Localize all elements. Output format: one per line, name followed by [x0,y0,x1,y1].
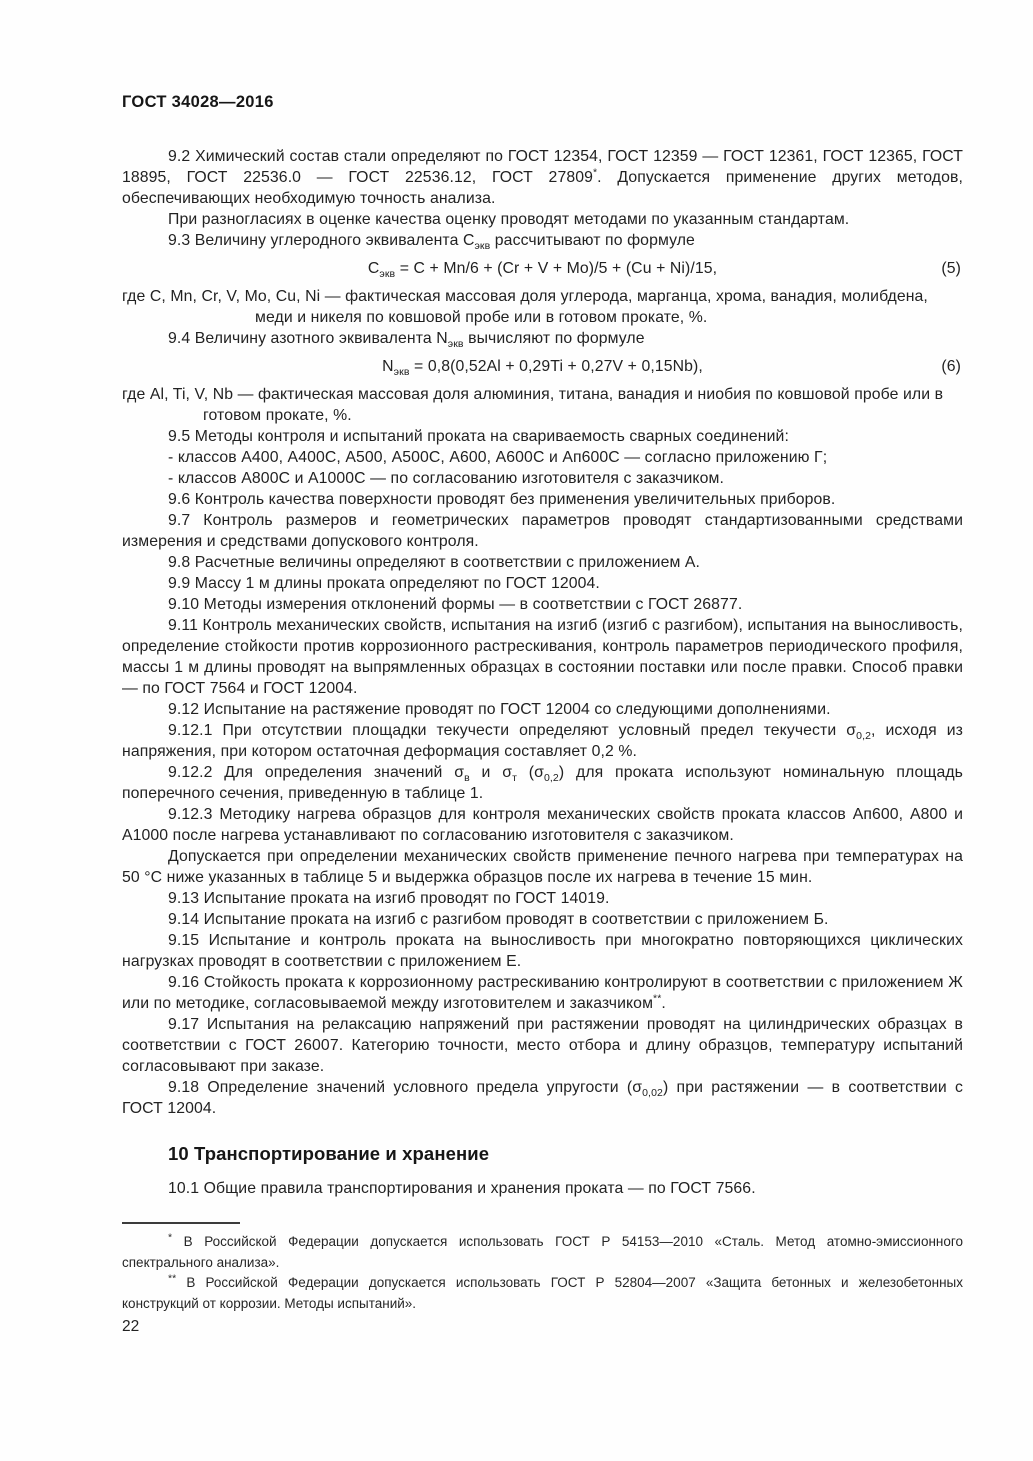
paragraph-9-2-text-cont: . Допускается применение других методов, обеспечивающих необходимую точность анализа. [122,169,963,207]
paragraph-9-12-2 [122,762,963,804]
paragraph-9-4 [122,328,963,349]
paragraph-9-2-text: 9.2 Химический состав стали определяют по ГОСТ 12354, ГОСТ 12359 — ГОСТ 12361, ГОСТ 12365, ГОСТ 18895, ГОСТ 22536.0 — ГОСТ 22536.12, ГОСТ 27809 [122,148,963,186]
paragraph-9-3-text: 9.3 Величину углеродного эквивалента С [168,232,475,249]
document-body [122,146,963,1199]
subscript-sigma-02: 0,2 [543,772,559,785]
footnote-divider [122,1222,240,1224]
paragraph-9-3 [122,230,963,251]
paragraph-9-16-text: 9.16 Стойкость проката к коррозионному растрескиванию контролируют в соответствии с приложением Ж или по методике, согласовываемой между изготовителем и заказчиком [122,974,963,1012]
paragraph-9-4-text: 9.4 Величину азотного эквивалента N [168,330,448,347]
subscript-ekv: экв [474,240,491,253]
paragraph-9-16-text-cont: . [661,995,666,1012]
paragraph-9-14: 9.14 Испытание проката на изгиб с разгибом проводят в соответствии с приложением Б. [168,911,829,928]
formula-5-number: (5) [941,260,961,277]
footnote-2-text: В Российской Федерации допускается использовать ГОСТ Р 52804—2007 «Защита бетонных и железобетонных конструкций от коррозии. Методы испытаний». [122,1275,963,1311]
paragraph-10-1: 10.1 Общие правила транспортирования и хранения проката — по ГОСТ 7566. [168,1180,756,1197]
footnote-1-text: В Российской Федерации допускается использовать ГОСТ Р 54153—2010 «Сталь. Метод атомно-эмиссионного спектрального анализа». [122,1234,963,1270]
paragraph-9-12-1 [122,720,963,762]
subscript-ekv: экв [447,338,464,351]
formula-6-variable: N [382,358,394,375]
footnote-2 [122,1273,963,1314]
paragraph-disagreement: При разногласиях в оценке качества оценку проводят методами по указанным стандартам. [168,211,850,228]
paragraph-where-nitrogen: где Al, Ti, V, Nb — фактическая массовая доля алюминия, титана, ванадия и ниобия по ковшовой пробе или в готовом прокате, %. [122,386,944,424]
paragraph-furnace-heating: Допускается при определении механических свойств применение печного нагрева при температурах на 50 °С ниже указанных в таблице 5 и выдержка образцов после их нагрева в течение 15 мин. [122,848,963,886]
paragraph-9-9: 9.9 Массу 1 м длины проката определяют по ГОСТ 12004. [168,575,600,592]
paragraph-9-10: 9.10 Методы измерения отклонений формы — в соответствии с ГОСТ 26877. [168,596,743,613]
footnote-1 [122,1232,963,1273]
paragraph-9-7: 9.7 Контроль размеров и геометрических параметров проводят стандартизованными средствами измерения и средствами допускового контроля. [122,512,963,550]
footnote-1-marker: * [168,1231,173,1244]
subscript-sigma-02: 0,2 [856,730,872,743]
footnote-2-marker: ** [168,1272,177,1285]
subscript-sigma-v: в [464,772,470,785]
paragraph-9-17: 9.17 Испытания на релаксацию напряжений при растяжении проводят на цилиндрических образцах в соответствии с ГОСТ 26007. Категорию точности, место отбора и длину образцов, температуру испытаний согласовывают при заказе. [122,1016,963,1075]
paragraph-9-12-2-text: 9.12.2 Для определения значений σ [168,764,465,781]
paragraph-9-3-text-cont: рассчитывают по формуле [490,232,695,249]
paragraph-where-carbon: где C, Mn, Cr, V, Mo, Cu, Ni — фактическая массовая доля углерода, марганца, хрома, ванадия, молибдена, меди и никеля по ковшовой пробе или в готовом прокате, %. [122,288,928,326]
list-item-classes-2: - классов А800С и А1000С — по согласованию изготовителя с заказчиком. [168,470,724,487]
paragraph-9-12-2-text-d: ) для проката используют номинальную площадь поперечного сечения, приведенную в таблице 1. [122,764,963,802]
paragraph-9-18-text-cont: ) при растяжении — в соответствии с ГОСТ 12004. [122,1079,963,1117]
footnote-ref-double-asterisk: ** [653,992,662,1005]
paragraph-9-18 [122,1077,963,1119]
formula-6-number: (6) [941,358,961,375]
paragraph-9-12-1-text: 9.12.1 При отсутствии площадки текучести определяют условный предел текучести σ [168,722,857,739]
subscript-sigma-t: т [512,772,517,785]
formula-5 [122,251,963,286]
paragraph-9-12-2-text-b: и σ [469,764,513,781]
paragraph-9-12-2-text-c: (σ [516,764,544,781]
section-heading-10: 10 Транспортирование и хранение [168,1143,490,1164]
formula-6-expression [382,358,703,379]
footnotes-block [122,1222,963,1314]
paragraph-9-12: 9.12 Испытание на растяжение проводят по ГОСТ 12004 со следующими дополнениями. [168,701,831,718]
paragraph-9-4-text-cont: вычисляют по формуле [463,330,645,347]
list-item-classes-1: - классов А400, А400С, А500, А500С, А600, А600С и Ап600С — согласно приложению Г; [168,449,828,466]
paragraph-9-12-3: 9.12.3 Методику нагрева образцов для контроля механических свойств проката классов Ап600, А800 и А1000 после нагрева устанавливают по согласованию изготовителя с заказчиком. [122,806,963,844]
paragraph-9-15: 9.15 Испытание и контроль проката на выносливость при многократно повторяющихся циклических нагрузках проводят в соответствии с приложением Е. [122,932,963,970]
formula-5-variable: С [367,260,380,277]
page-number: 22 [122,1318,140,1335]
paragraph-9-6: 9.6 Контроль качества поверхности проводят без применения увеличительных приборов. [168,491,836,508]
paragraph-9-5: 9.5 Методы контроля и испытаний проката на свариваемость сварных соединений: [168,428,789,445]
subscript-ekv: экв [393,366,410,379]
subscript-sigma-002: 0,02 [642,1087,663,1100]
paragraph-9-2 [122,146,963,209]
document-header: ГОСТ 34028—2016 [122,93,274,111]
formula-6 [122,349,963,384]
formula-5-expression [367,260,718,281]
paragraph-9-13: 9.13 Испытание проката на изгиб проводят по ГОСТ 14019. [168,890,610,907]
footnote-ref-asterisk: * [592,166,598,179]
formula-5-rhs: = C + Mn/6 + (Cr + V + Mo)/5 + (Cu + Ni)/15, [395,260,718,277]
paragraph-9-12-1-text-cont: , исходя из напряжения, при котором остаточная деформация составляет 0,2 %. [122,722,963,760]
subscript-ekv: экв [379,268,396,281]
formula-6-rhs: = 0,8(0,52Al + 0,29Ti + 0,27V + 0,15Nb), [409,358,703,375]
paragraph-9-8: 9.8 Расчетные величины определяют в соответствии с приложением А. [168,554,701,571]
paragraph-9-11: 9.11 Контроль механических свойств, испытания на изгиб (изгиб с разгибом), испытания на выносливость, определение стойкости против коррозионного растрескивания, контроль параметров периодического профиля, массы 1 м длины проводят на выпрямленных образцах в состоянии поставки или после правки. Способ правки — по ГОСТ 7564 и ГОСТ 12004. [122,617,963,697]
paragraph-9-18-text: 9.18 Определение значений условного предела упругости (σ [168,1079,643,1096]
paragraph-9-16 [122,972,963,1014]
